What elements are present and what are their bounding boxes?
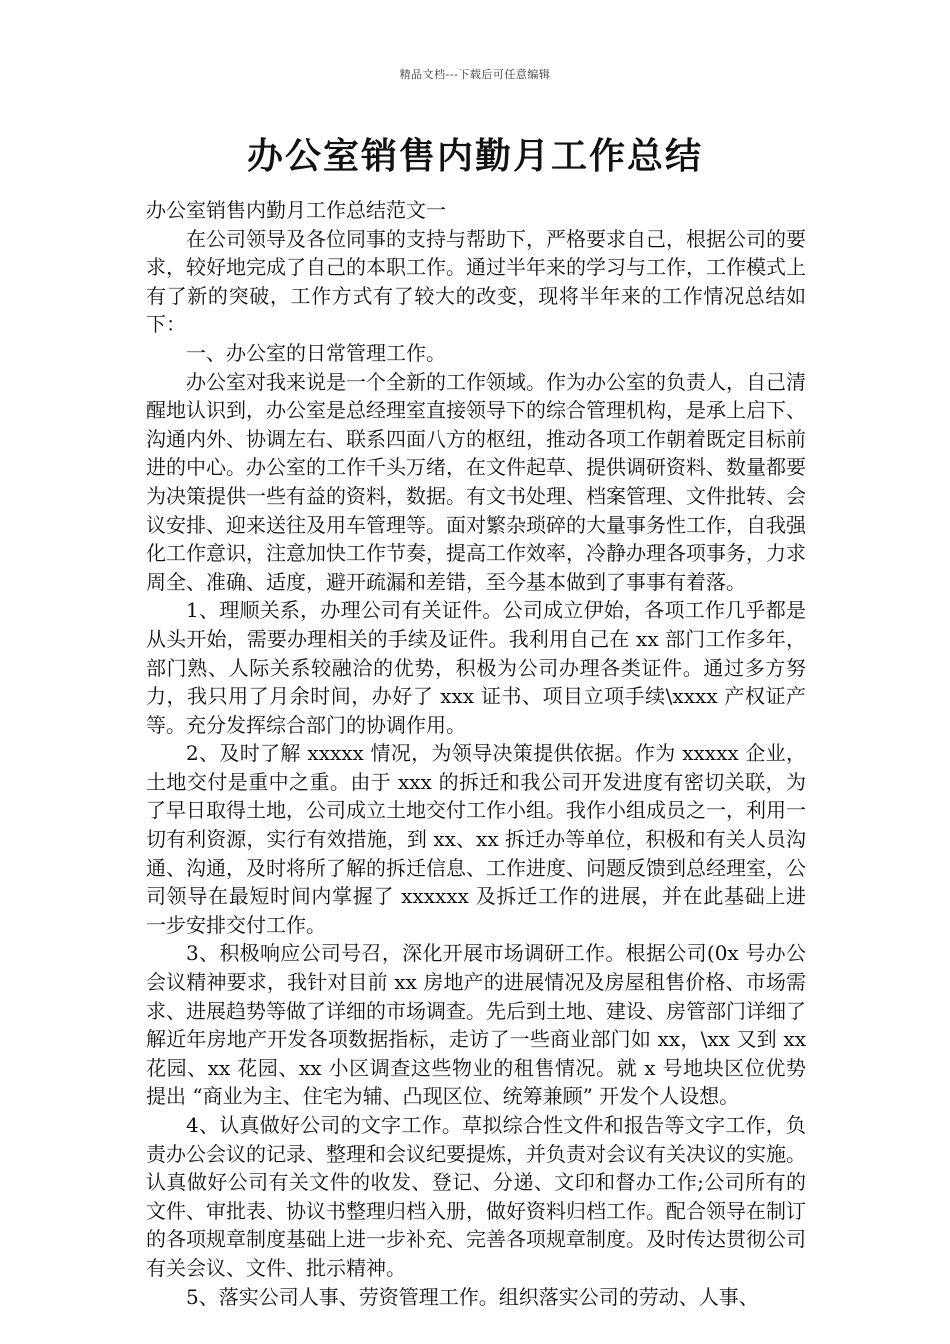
document-body <box>146 196 806 1311</box>
paragraph-item-4: 4、认真做好公司的文字工作。草拟综合性文件和报告等文字工作，负责办公会议的记录、整理和会议纪要提炼，并负责对会议有关决议的实施。认真做好公司有关文件的收发、登记、分递、文印和督办工作;公司所有的文件、审批表、协议书整理归档入册，做好资料归档工作。配合领导在制订的各项规章制度基础上进一步补充、完善各项规章制度。及时传达贯彻公司有关会议、文件、批示精神。 <box>146 1113 806 1280</box>
paragraph-office-overview: 办公室对我来说是一个全新的工作领域。作为办公室的负责人，自己清醒地认识到，办公室是总经理室直接领导下的综合管理机构，是承上启下、沟通内外、协调左右、联系四面八方的枢纽，推动各项工作朝着既定目标前进的中心。办公室的工作千头万绪，在文件起草、提供调研资料、数量都要为决策提供一些有益的资料，数据。有文书处理、档案管理、文件批转、会议安排、迎来送往及用车管理等。面对繁杂琐碎的大量事务性工作，自我强化工作意识，注意加快工作节奏，提高工作效率，冷静办理各项事务，力求周全、准确、适度，避开疏漏和差错，至今基本做到了事事有着落。 <box>146 369 806 594</box>
paragraph-item-3: 3、积极响应公司号召，深化开展市场调研工作。根据公司(0x 号办公会议精神要求，我针对目前 xx 房地产的进展情况及房屋租售价格、市场需求、进展趋势等做了详细的市场调查。先后到土地、建设、房管部门详细了解近年房地产开发各项数据指标，走访了一些商业部门如 xx，\xx 又到 xx 花园、xx 花园、xx 小区调查这些物业的租售情况。就 x 号地块区位优势提出 “商业为主、住宅为辅、凸现区位、统筹兼顾” 开发个人设想。 <box>146 941 806 1109</box>
paragraph-section-heading: 一、办公室的日常管理工作。 <box>186 340 446 365</box>
document-subtitle: 办公室销售内勤月工作总结范文一 <box>146 198 446 222</box>
document-title: 办公室销售内勤月工作总结 <box>246 136 703 177</box>
paragraph-item-1: 1、理顺关系，办理公司有关证件。公司成立伊始，各项工作几乎都是从头开始，需要办理相关的手续及证件。我利用自己在 xx 部门工作多年，部门熟、人际关系较融洽的优势，积极为公司办理各类证件。通过多方努力，我只用了月余时间，办好了 xxx 证书、项目立项手续\xxxx 产权证产等。充分发挥综合部门的协调作用。 <box>146 598 806 737</box>
paragraph-intro: 在公司领导及各位同事的支持与帮助下，严格要求自己，根据公司的要求，较好地完成了自己的本职工作。通过半年来的学习与工作，工作模式上有了新的突破，工作方式有了较大的改变，现将半年来的工作情况总结如下： <box>146 226 806 337</box>
header-note: 精品文档---下载后可任意编辑 <box>399 68 551 81</box>
paragraph-item-2: 2、及时了解 xxxxx 情况，为领导决策提供依据。作为 xxxxx 企业，土地交付是重中之重。由于 xxx 的拆迁和我公司开发进度有密切关联，为了早日取得土地，公司成立土地交付工作小组。我作小组成员之一，利用一切有利资源，实行有效措施，到 xx、xx 拆迁办等单位，积极和有关人员沟通、沟通，及时将所了解的拆迁信息、工作进度、问题反馈到总经理室，公司领导在最短时间内掌握了 xxxxxx 及拆迁工作的进展，并在此基础上进一步安排交付工作。 <box>146 741 806 937</box>
paragraph-item-5: 5、落实公司人事、劳资管理工作。组织落实公司的劳动、人事、 <box>186 1284 759 1309</box>
